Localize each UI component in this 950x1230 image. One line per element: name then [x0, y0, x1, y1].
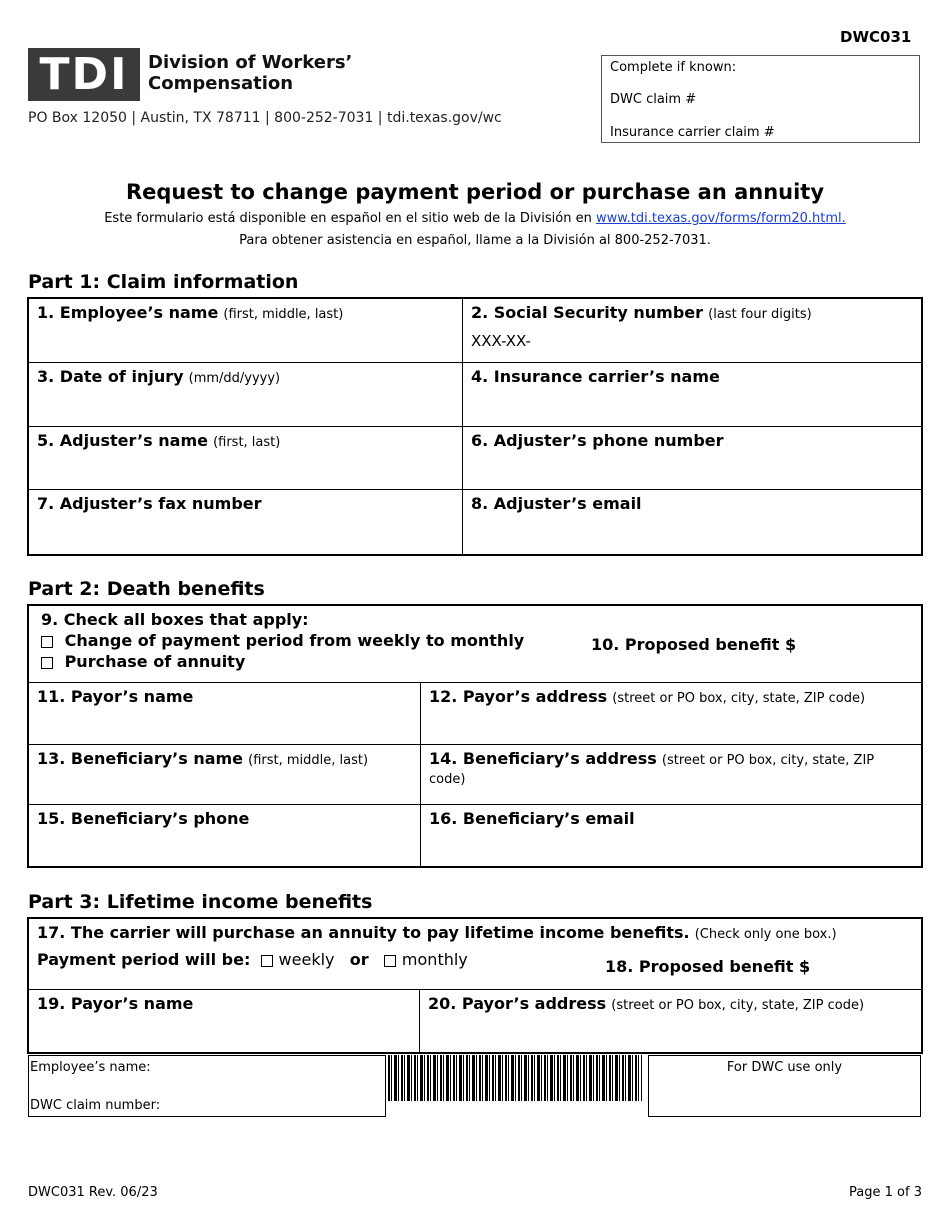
- part1-table: [28, 298, 923, 556]
- annuity-payor-name-field[interactable]: 19. Payor’s name: [29, 990, 420, 1054]
- adjuster-email-field[interactable]: 8. Adjuster’s email: [463, 490, 923, 556]
- option-change-period[interactable]: Change of payment period from weekly to monthly: [41, 631, 910, 650]
- checkbox-weekly[interactable]: [261, 955, 273, 967]
- employee-name-field[interactable]: 1. Employee’s name (first, middle, last): [29, 299, 463, 363]
- carrier-name-field[interactable]: 4. Insurance carrier’s name: [463, 363, 923, 427]
- part3-table: [28, 918, 923, 1054]
- form-title: Request to change payment period or purchase an annuity: [125, 180, 825, 204]
- spanish-line1-text: Este formulario está disponible en español en el sitio web de la División en: [104, 211, 596, 226]
- payor-address-field[interactable]: 12. Payor’s address (street or PO box, city, state, ZIP code): [421, 683, 923, 745]
- checkbox-change-period[interactable]: [41, 636, 53, 648]
- part2-heading: Part 2: Death benefits: [28, 578, 265, 600]
- part1-heading: Part 1: Claim information: [28, 271, 299, 293]
- beneficiary-address-field[interactable]: 14. Beneficiary’s address (street or PO box, city, state, ZIP code): [421, 745, 923, 805]
- option-purchase-annuity[interactable]: Purchase of annuity: [41, 652, 910, 671]
- dwc-use-label: For DWC use only: [726, 1060, 843, 1075]
- employee-footer-box: [28, 1055, 386, 1117]
- field17-hint: (Check only one box.): [694, 927, 837, 942]
- form-id: DWC031: [840, 28, 912, 46]
- ssn-value: XXX-XX-: [471, 332, 531, 350]
- payment-period-label: Payment period will be:: [37, 950, 251, 969]
- org-line2: Compensation: [148, 73, 294, 94]
- dwc-claim-field[interactable]: DWC claim #: [610, 92, 697, 107]
- check-boxes-field: [29, 606, 923, 683]
- proposed-benefit-field-10[interactable]: 10. Proposed benefit $: [591, 635, 797, 654]
- weekly-label: weekly: [278, 950, 335, 969]
- beneficiary-email-field[interactable]: 16. Beneficiary’s email: [421, 805, 923, 868]
- complete-if-known-box: [601, 55, 920, 143]
- known-heading: Complete if known:: [610, 60, 737, 75]
- footer-dwc-claim-number: DWC claim number:: [30, 1098, 161, 1113]
- checkbox-purchase-annuity[interactable]: [41, 657, 53, 669]
- agency-address: PO Box 12050 | Austin, TX 78711 | 800-252-7031 | tdi.texas.gov/wc: [28, 110, 502, 126]
- part2-table: [28, 605, 923, 868]
- revision-label: DWC031 Rev. 06/23: [28, 1185, 158, 1200]
- barcode-image: [388, 1055, 642, 1101]
- field17-label: 17. The carrier will purchase an annuity to pay lifetime income benefits.: [37, 923, 690, 942]
- annuity-payor-address-field[interactable]: 20. Payor’s address (street or PO box, city, state, ZIP code): [420, 990, 923, 1054]
- tdi-logo: [28, 48, 140, 101]
- monthly-label: monthly: [401, 950, 468, 969]
- spanish-line2: Para obtener asistencia en español, llame a la División al 800-252-7031.: [239, 233, 711, 248]
- ssn-field[interactable]: 2. Social Security number (last four digits) XXX-XX-: [463, 299, 923, 363]
- adjuster-fax-field[interactable]: 7. Adjuster’s fax number: [29, 490, 463, 556]
- carrier-claim-field[interactable]: Insurance carrier claim #: [610, 125, 775, 140]
- form-link[interactable]: www.tdi.texas.gov/forms/form20.html.: [595, 211, 846, 226]
- field9-label: 9. Check all boxes that apply:: [41, 610, 309, 629]
- org-line1: Division of Workers’: [148, 52, 353, 73]
- part3-heading: Part 3: Lifetime income benefits: [28, 891, 373, 913]
- page-number: Page 1 of 3: [849, 1185, 922, 1200]
- adjuster-name-field[interactable]: 5. Adjuster’s name (first, last): [29, 427, 463, 490]
- payor-name-field[interactable]: 11. Payor’s name: [29, 683, 421, 745]
- or-label: or: [349, 950, 369, 969]
- org-name: [148, 52, 352, 94]
- beneficiary-name-field[interactable]: 13. Beneficiary’s name (first, middle, last): [29, 745, 421, 805]
- spanish-line1: [0, 211, 950, 226]
- checkbox-monthly[interactable]: [384, 955, 396, 967]
- beneficiary-phone-field[interactable]: 15. Beneficiary’s phone: [29, 805, 421, 868]
- annuity-field: [29, 919, 923, 990]
- adjuster-phone-field[interactable]: 6. Adjuster’s phone number: [463, 427, 923, 490]
- logo-text: TDI: [39, 49, 129, 100]
- proposed-benefit-field-18[interactable]: 18. Proposed benefit $: [605, 957, 811, 976]
- date-of-injury-field[interactable]: 3. Date of injury (mm/dd/yyyy): [29, 363, 463, 427]
- footer-employee-name: Employee’s name:: [30, 1060, 151, 1075]
- dwc-use-box: [648, 1055, 921, 1117]
